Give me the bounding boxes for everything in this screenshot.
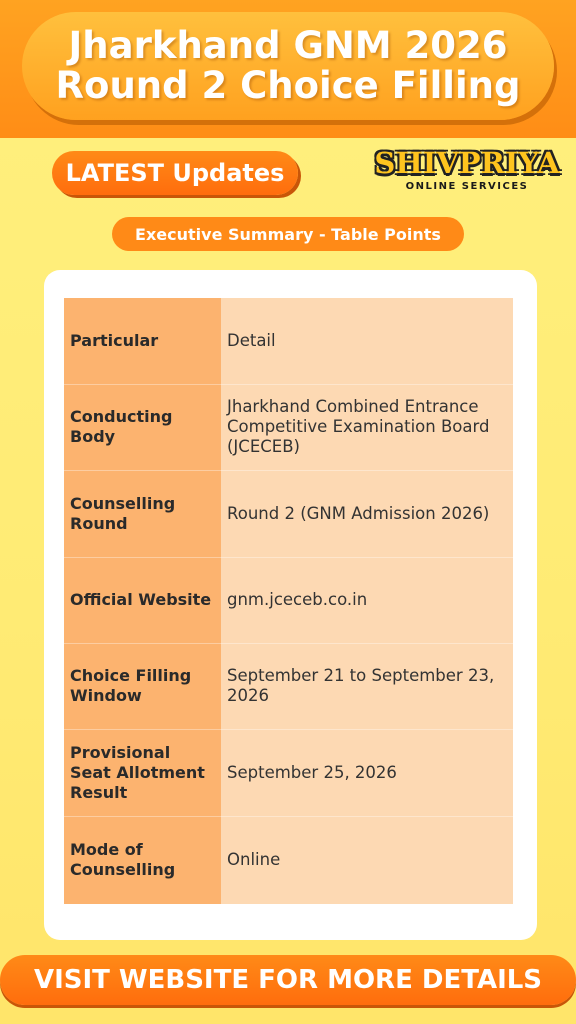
latest-updates-badge: LATEST Updates [52,151,298,195]
row-label: Conducting Body [64,384,221,470]
logo-tagline: ONLINE SERVICES [405,181,529,192]
brand-logo [374,146,560,198]
page-title-line-2: Round 2 Choice Filling [55,64,521,107]
page-title [22,12,554,120]
visit-website-button[interactable]: VISIT WEBSITE FOR MORE DETAILS [0,955,576,1005]
table-row [64,298,513,384]
row-value: Online [221,816,513,904]
table-row [64,470,513,557]
row-label: Provisional Seat Allotment Result [64,729,221,816]
row-value website-link: gnm.jceceb.co.in [221,557,513,643]
row-label: Official Website [64,557,221,643]
row-label: Counselling Round [64,470,221,557]
table-row [64,557,513,643]
row-value: Jharkhand Combined Entrance Competitive Examination Board (JCECEB) [221,384,513,470]
table-row [64,816,513,904]
row-label: Particular [64,298,221,384]
row-value: September 25, 2026 [221,729,513,816]
table-row [64,729,513,816]
row-label: Mode of Counselling [64,816,221,904]
row-value: Round 2 (GNM Admission 2026) [221,470,513,557]
table-row [64,384,513,470]
executive-summary-heading: Executive Summary - Table Points [112,217,464,251]
logo-wordmark: SHIVPRIYA [374,146,560,180]
page-title-line-1: Jharkhand GNM 2026 [68,24,508,67]
table-row [64,643,513,729]
row-value: Detail [221,298,513,384]
summary-table [64,298,513,905]
row-value: September 21 to September 23, 2026 [221,643,513,729]
row-label: Choice Filling Window [64,643,221,729]
